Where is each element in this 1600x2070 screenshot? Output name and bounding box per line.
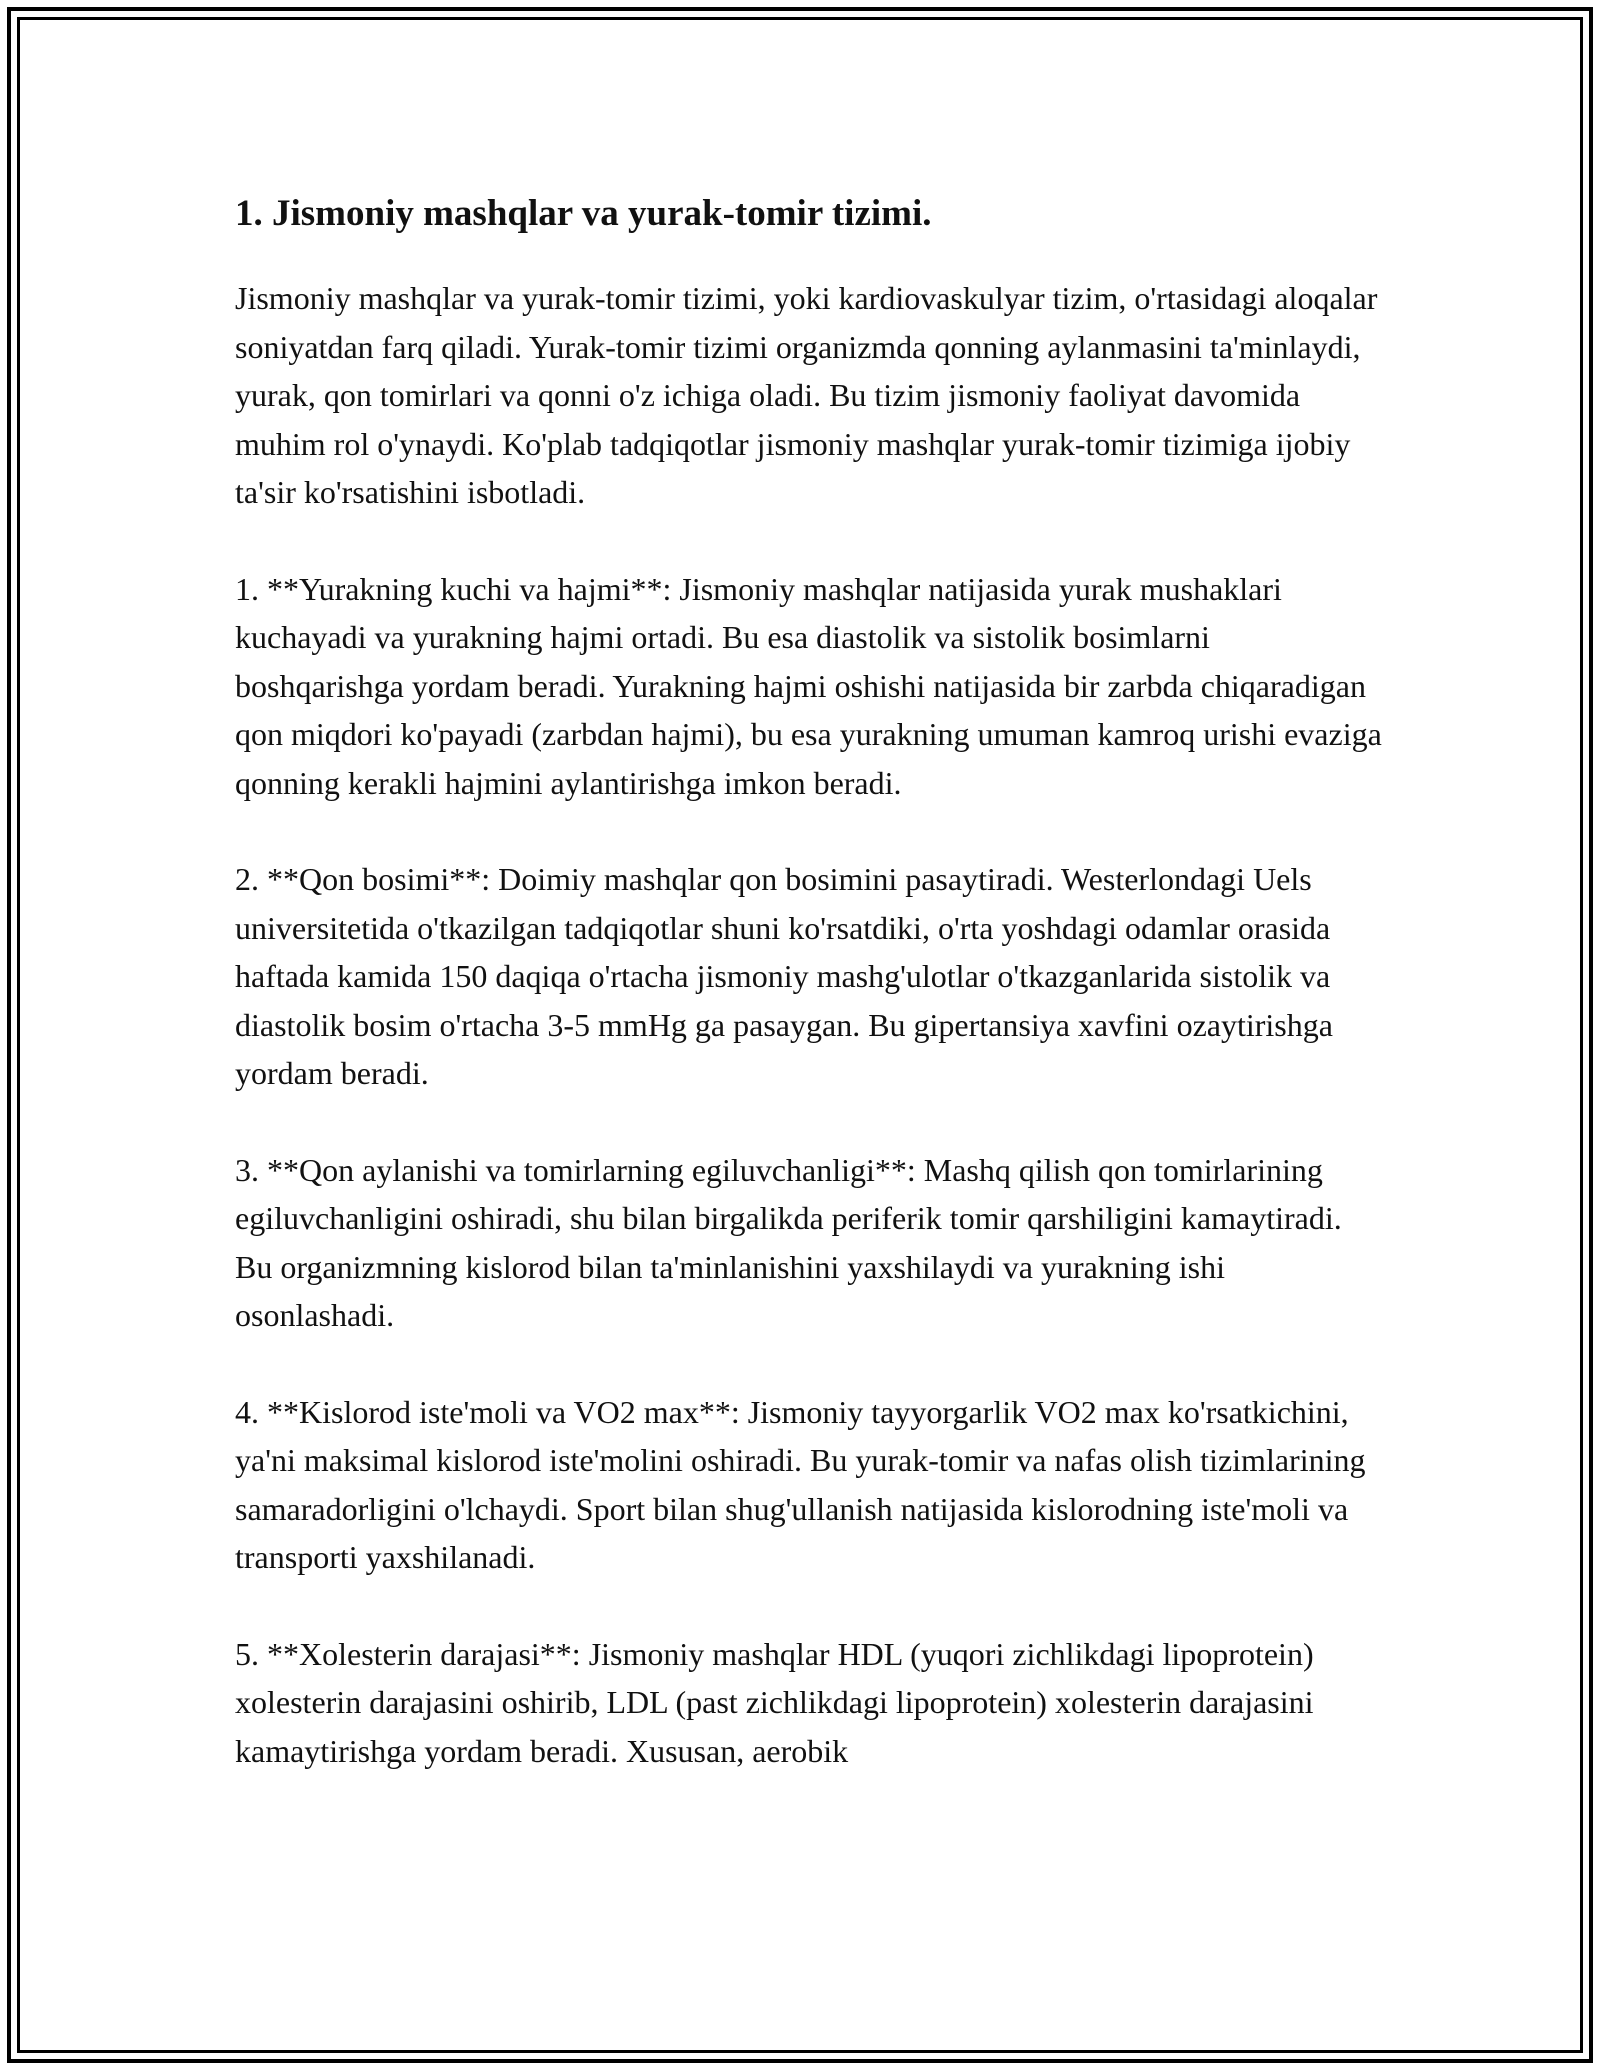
document-body: [235, 186, 1385, 1823]
intro-paragraph: Jismoniy mashqlar va yurak-tomir tizimi, yoki kardiovaskulyar tizim, o'rtasidagi aloqalar soniyatdan farq qiladi. Yurak-tomir tizimi organizmda qonning aylanmasini ta'minlaydi, yurak, qon tomirlari va qonni o'z ichiga oladi. Bu tizim jismoniy faoliyat davomida muhim rol o'ynaydi. Ko'plab tadqiqotlar jismoniy mashqlar yurak-tomir tizimiga ijobiy ta'sir ko'rsatishini isbotladi.: [235, 280, 1378, 510]
section-title: 1. Jismoniy mashqlar va yurak-tomir tizimi.: [235, 193, 932, 234]
list-item-circulation: 3. **Qon aylanishi va tomirlarning egiluvchanligi**: Mashq qilish qon tomirlarining egiluvchanligini oshiradi, shu bilan birgalikda periferik tomir qarshiligini kamaytiradi. Bu organizmning kislorod bilan ta'minlanishini yaxshilaydi va yurakning ishi osonlashadi.: [235, 1151, 1342, 1333]
list-item-cholesterol: 5. **Xolesterin darajasi**: Jismoniy mashqlar HDL (yuqori zichlikdagi lipoprotein) xolesterin darajasini oshirib, LDL (past zichlikdagi lipoprotein) xolesterin darajasini kamaytirishga yordam beradi. Xususan, aerobik: [235, 1635, 1314, 1769]
list-item-oxygen: 4. **Kislorod iste'moli va VO2 max**: Jismoniy tayyorgarlik VO2 max ko'rsatkichini, ya'ni maksimal kislorod iste'molini oshiradi. Bu yurak-tomir va nafas olish tizimlarining samaradorligini o'lchaydi. Sport bilan shug'ullanish natijasida kislorodning iste'moli va transporti yaxshilanadi.: [235, 1393, 1366, 1575]
list-item-blood-pressure: 2. **Qon bosimi**: Doimiy mashqlar qon bosimini pasaytiradi. Westerlondagi Uels universitetida o'tkazilgan tadqiqotlar shuni ko'rsatdiki, o'rta yoshdagi odamlar orasida haftada kamida 150 daqiqa o'rtacha jismoniy mashg'ulotlar o'tkazganlarida sistolik va diastolik bosim o'rtacha 3-5 mmHg ga pasaygan. Bu gipertansiya xavfini ozaytirishga yordam beradi.: [235, 861, 1333, 1091]
list-item-heart-strength: 1. **Yurakning kuchi va hajmi**: Jismoniy mashqlar natijasida yurak mushaklari kuchayadi va yurakning hajmi ortadi. Bu esa diastolik va sistolik bosimlarni boshqarishga yordam beradi. Yurakning hajmi oshishi natijasida bir zarbda chiqaradigan qon miqdori ko'payadi (zarbdan hajmi), bu esa yurakning umuman kamroq urishi evaziga qonning kerakli hajmini aylantirishga imkon beradi.: [235, 570, 1382, 801]
